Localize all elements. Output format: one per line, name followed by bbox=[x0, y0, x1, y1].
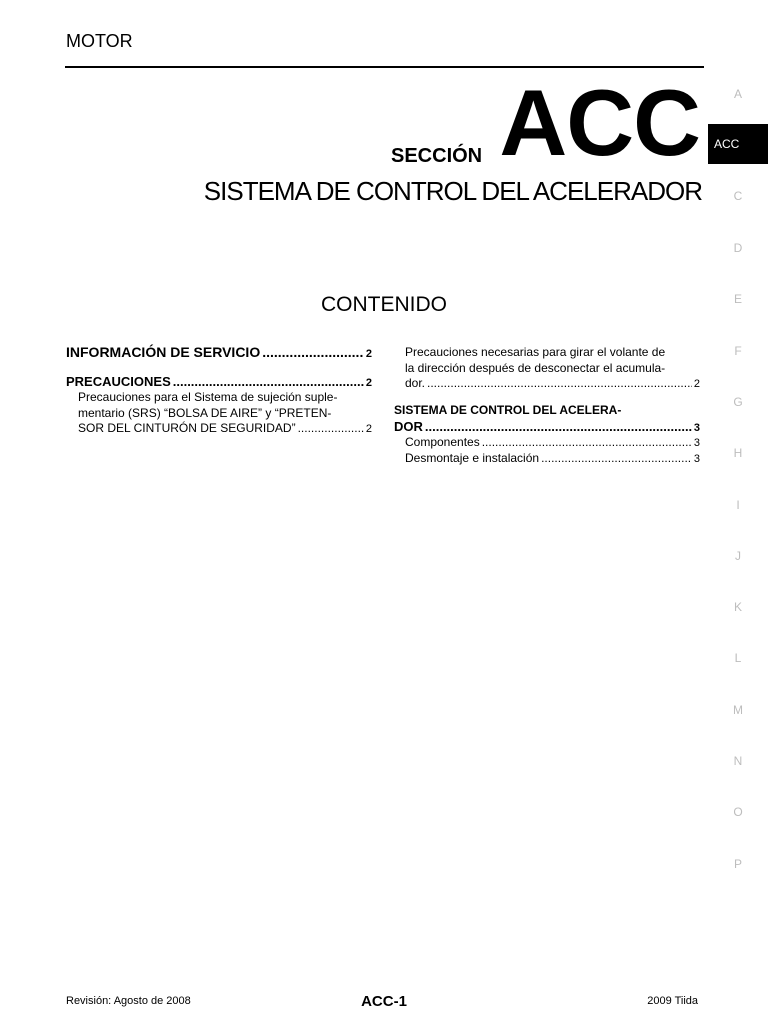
toc-entry-steering[interactable] bbox=[405, 376, 700, 390]
toc-page-number: 2 bbox=[365, 377, 372, 389]
toc-page-number: 3 bbox=[693, 437, 700, 449]
tab-a[interactable]: A bbox=[733, 87, 742, 101]
toc-entry-label: dor. bbox=[405, 376, 426, 390]
toc-entry-srs-line2[interactable]: mentario (SRS) “BOLSA DE AIRE” y “PRETEN- bbox=[78, 406, 332, 420]
tab-e[interactable]: E bbox=[733, 292, 742, 306]
chapter-title: MOTOR bbox=[66, 31, 133, 51]
toc-entry-label: INFORMACIÓN DE SERVICIO bbox=[66, 344, 261, 360]
section-code: ACC bbox=[499, 70, 700, 175]
tab-p[interactable]: P bbox=[733, 857, 742, 871]
tab-l[interactable]: L bbox=[734, 651, 742, 665]
toc-leader-dots bbox=[298, 421, 364, 435]
toc-entry-label: PRECAUCIONES bbox=[66, 374, 171, 389]
toc-leader-dots bbox=[482, 435, 692, 449]
toc-entry-steering-line2[interactable]: la dirección después de desconectar el acumula- bbox=[405, 361, 666, 375]
toc-entry-srs[interactable] bbox=[78, 421, 372, 435]
toc-page-number: 2 bbox=[365, 423, 372, 435]
toc-entry-info-service[interactable] bbox=[66, 344, 372, 360]
toc-entry-removal[interactable] bbox=[405, 451, 700, 465]
toc-leader-dots bbox=[427, 376, 692, 390]
section-title: SISTEMA DE CONTROL DEL ACELERADOR bbox=[203, 176, 702, 206]
toc-page-number: 3 bbox=[693, 422, 700, 434]
toc-leader-dots bbox=[173, 374, 364, 389]
toc-entry-srs-line1[interactable]: Precauciones para el Sistema de sujeción suple- bbox=[78, 390, 338, 404]
tab-c[interactable]: C bbox=[733, 189, 743, 203]
section-label: SECCIÓN bbox=[391, 145, 483, 167]
toc-page-number: 2 bbox=[693, 378, 700, 390]
toc-entry-label: Desmontaje e instalación bbox=[405, 451, 540, 465]
tab-d[interactable]: D bbox=[733, 241, 743, 255]
toc-entry-label: Componentes bbox=[405, 435, 480, 449]
toc-leader-dots bbox=[541, 451, 692, 465]
footer-model: 2009 Tiida bbox=[647, 995, 698, 1007]
contents-heading: CONTENIDO bbox=[321, 293, 447, 316]
toc-leader-dots bbox=[262, 344, 364, 360]
tab-i[interactable]: I bbox=[736, 498, 740, 512]
toc-entry-system-line1[interactable]: SISTEMA DE CONTROL DEL ACELERA- bbox=[394, 403, 622, 417]
toc-entry-steering-line1[interactable]: Precauciones necesarias para girar el volante de bbox=[405, 345, 666, 359]
toc-entry-components[interactable] bbox=[405, 435, 700, 449]
tab-m[interactable]: M bbox=[733, 703, 743, 717]
toc-entry-label: SOR DEL CINTURÓN DE SEGURIDAD” bbox=[78, 421, 296, 435]
footer-revision: Revisión: Agosto de 2008 bbox=[66, 995, 191, 1007]
toc-entry-precautions[interactable] bbox=[66, 374, 372, 389]
toc-page-number: 3 bbox=[693, 453, 700, 465]
tab-f[interactable]: F bbox=[734, 344, 742, 358]
header-rule bbox=[65, 66, 704, 68]
tab-g[interactable]: G bbox=[733, 395, 743, 409]
toc-entry-label: DOR bbox=[394, 419, 423, 434]
tab-h[interactable]: H bbox=[733, 446, 743, 460]
tab-acc-active[interactable]: ACC bbox=[708, 124, 768, 164]
tab-j[interactable]: J bbox=[735, 549, 741, 563]
toc-page-number: 2 bbox=[365, 348, 372, 360]
tab-k[interactable]: K bbox=[733, 600, 742, 614]
toc-entry-system[interactable] bbox=[394, 419, 700, 434]
toc-leader-dots bbox=[425, 419, 692, 434]
tab-n[interactable]: N bbox=[733, 754, 743, 768]
footer-page-code: ACC-1 bbox=[361, 993, 407, 1010]
tab-o[interactable]: O bbox=[733, 805, 743, 819]
